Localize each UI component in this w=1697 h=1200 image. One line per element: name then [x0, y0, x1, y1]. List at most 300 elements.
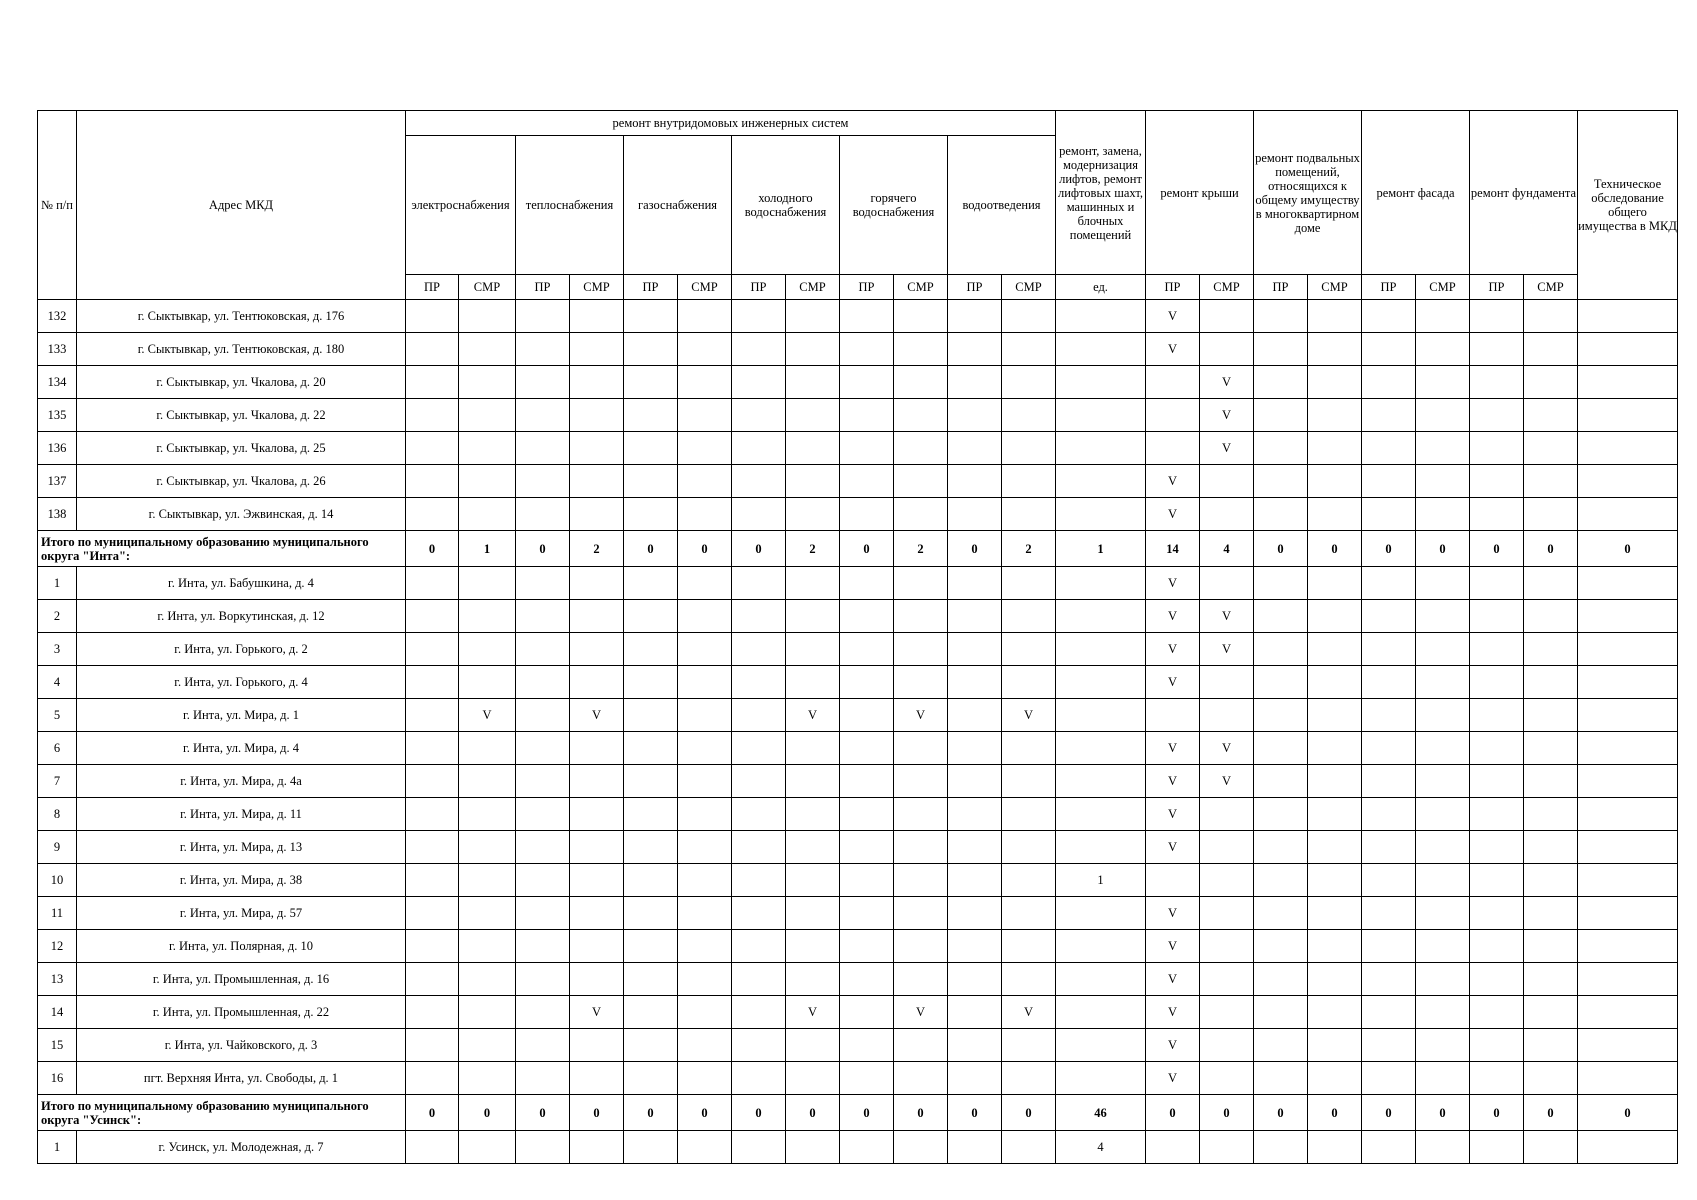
header-smr: СМР [1416, 275, 1470, 300]
subtotal-cell: 0 [1362, 531, 1416, 567]
subtotal-cell: 14 [1146, 531, 1200, 567]
row-cell [786, 399, 840, 432]
row-cell [1362, 963, 1416, 996]
row-cell [406, 432, 459, 465]
row-cell [1254, 930, 1308, 963]
row-cell: V [1146, 633, 1200, 666]
row-cell [732, 498, 786, 531]
row-number: 2 [38, 600, 77, 633]
row-cell: V [1200, 732, 1254, 765]
row-cell [1470, 1029, 1524, 1062]
row-cell [1362, 699, 1416, 732]
subtotal-cell: 0 [1524, 1095, 1578, 1131]
row-cell [406, 798, 459, 831]
row-cell [406, 600, 459, 633]
row-cell [516, 633, 570, 666]
row-cell [1524, 831, 1578, 864]
row-number: 14 [38, 996, 77, 1029]
row-cell [1254, 1062, 1308, 1095]
row-cell [624, 300, 678, 333]
row-cell [732, 864, 786, 897]
row-cell [894, 333, 948, 366]
row-cell [1416, 600, 1470, 633]
row-cell [678, 798, 732, 831]
subtotal-cell: 0 [1146, 1095, 1200, 1131]
row-cell [570, 333, 624, 366]
subtotal-cell: 0 [1308, 531, 1362, 567]
row-cell [786, 897, 840, 930]
table-row [38, 1131, 1678, 1164]
table-row [38, 765, 1678, 798]
row-cell [1002, 963, 1056, 996]
row-cell [570, 300, 624, 333]
header-pr: ПР [1254, 275, 1308, 300]
row-cell [1056, 1062, 1146, 1095]
row-cell [1470, 432, 1524, 465]
row-cell [786, 666, 840, 699]
row-number: 137 [38, 465, 77, 498]
row-cell [1362, 765, 1416, 798]
row-cell [1578, 300, 1678, 333]
subtotal-cell: 0 [406, 1095, 459, 1131]
row-cell [840, 798, 894, 831]
row-cell [624, 897, 678, 930]
row-cell: V [459, 699, 516, 732]
subtotal-cell: 4 [1200, 531, 1254, 567]
row-cell [1308, 699, 1362, 732]
row-cell [459, 930, 516, 963]
subtotal-row [38, 531, 1678, 567]
row-cell [1200, 831, 1254, 864]
row-cell [1056, 732, 1146, 765]
row-cell [1578, 465, 1678, 498]
row-cell [516, 798, 570, 831]
row-cell [1254, 600, 1308, 633]
row-cell [786, 831, 840, 864]
row-cell [1002, 1029, 1056, 1062]
row-cell [406, 996, 459, 1029]
row-cell [1308, 996, 1362, 1029]
row-cell [624, 399, 678, 432]
row-cell [678, 699, 732, 732]
row-cell [1056, 1029, 1146, 1062]
subtotal-cell: 0 [840, 1095, 894, 1131]
subtotal-cell: 0 [948, 531, 1002, 567]
header-pr: ПР [948, 275, 1002, 300]
row-cell [1308, 897, 1362, 930]
row-cell [1254, 498, 1308, 531]
row-cell [678, 1062, 732, 1095]
row-cell [786, 930, 840, 963]
row-cell [624, 1062, 678, 1095]
row-cell [624, 798, 678, 831]
row-cell: V [1146, 465, 1200, 498]
row-cell [1416, 1131, 1470, 1164]
row-cell [570, 633, 624, 666]
header-pr: ПР [624, 275, 678, 300]
row-cell [1308, 1131, 1362, 1164]
row-cell [406, 1062, 459, 1095]
row-cell [516, 333, 570, 366]
row-cell [786, 465, 840, 498]
row-cell [1362, 600, 1416, 633]
row-cell [840, 1131, 894, 1164]
row-cell [624, 963, 678, 996]
row-cell [1308, 567, 1362, 600]
row-address: г. Сыктывкар, ул. Чкалова, д. 25 [77, 432, 406, 465]
row-cell [678, 498, 732, 531]
row-cell: V [570, 699, 624, 732]
row-cell [1362, 366, 1416, 399]
row-cell: V [1200, 600, 1254, 633]
table-row [38, 699, 1678, 732]
row-address: г. Инта, ул. Мира, д. 57 [77, 897, 406, 930]
row-cell [1308, 333, 1362, 366]
row-address: г. Инта, ул. Мира, д. 11 [77, 798, 406, 831]
row-address: г. Инта, ул. Бабушкина, д. 4 [77, 567, 406, 600]
header-facade: ремонт фасада [1362, 111, 1470, 275]
row-cell [786, 732, 840, 765]
row-cell: V [1146, 1062, 1200, 1095]
row-cell [948, 831, 1002, 864]
row-cell [406, 666, 459, 699]
table-row [38, 1062, 1678, 1095]
row-address: г. Сыктывкар, ул. Тентюковская, д. 176 [77, 300, 406, 333]
row-cell [840, 600, 894, 633]
row-address: г. Инта, ул. Горького, д. 2 [77, 633, 406, 666]
table-body [38, 300, 1678, 1164]
row-cell [1578, 567, 1678, 600]
table-row [38, 963, 1678, 996]
row-cell [1002, 666, 1056, 699]
row-cell [1578, 366, 1678, 399]
row-address: г. Инта, ул. Полярная, д. 10 [77, 930, 406, 963]
row-cell [678, 996, 732, 1029]
header-pr: ПР [1146, 275, 1200, 300]
row-cell [1524, 465, 1578, 498]
row-cell [624, 633, 678, 666]
table-row [38, 930, 1678, 963]
row-cell [1524, 366, 1578, 399]
row-cell [1470, 333, 1524, 366]
row-cell [1200, 996, 1254, 1029]
row-cell [459, 1062, 516, 1095]
row-number: 11 [38, 897, 77, 930]
row-cell [1308, 831, 1362, 864]
header-roof: ремонт крыши [1146, 111, 1254, 275]
row-cell: V [1146, 567, 1200, 600]
row-cell [1200, 1062, 1254, 1095]
row-cell: V [1200, 633, 1254, 666]
row-cell [1416, 798, 1470, 831]
row-cell [1200, 699, 1254, 732]
row-cell [406, 633, 459, 666]
row-address: г. Инта, ул. Мира, д. 1 [77, 699, 406, 732]
row-cell [1362, 897, 1416, 930]
row-cell [732, 666, 786, 699]
row-cell [459, 498, 516, 531]
row-cell [1254, 963, 1308, 996]
row-cell [1416, 432, 1470, 465]
row-cell [894, 633, 948, 666]
row-cell [459, 765, 516, 798]
row-cell [1578, 498, 1678, 531]
row-cell [1254, 765, 1308, 798]
row-cell [570, 897, 624, 930]
row-cell [894, 366, 948, 399]
table-row [38, 864, 1678, 897]
row-cell [894, 666, 948, 699]
row-cell [1254, 300, 1308, 333]
row-cell: V [894, 996, 948, 1029]
header-sys-gas: газоснабжения [624, 136, 732, 275]
row-cell [1416, 498, 1470, 531]
subtotal-cell: 0 [1254, 531, 1308, 567]
row-cell [1056, 633, 1146, 666]
row-cell [1146, 432, 1200, 465]
row-cell [786, 366, 840, 399]
row-cell [516, 432, 570, 465]
row-cell [406, 930, 459, 963]
row-number: 4 [38, 666, 77, 699]
row-cell [948, 399, 1002, 432]
row-cell [459, 600, 516, 633]
row-cell [1416, 366, 1470, 399]
row-cell [1254, 831, 1308, 864]
row-cell [732, 732, 786, 765]
row-cell [1362, 732, 1416, 765]
row-cell [786, 567, 840, 600]
row-cell [678, 1131, 732, 1164]
row-cell [1056, 567, 1146, 600]
row-cell [948, 732, 1002, 765]
row-cell: V [1200, 432, 1254, 465]
row-cell [1524, 600, 1578, 633]
row-cell [1056, 399, 1146, 432]
row-cell [406, 333, 459, 366]
row-cell [1200, 465, 1254, 498]
subtotal-cell: 0 [459, 1095, 516, 1131]
row-address: г. Инта, ул. Горького, д. 4 [77, 666, 406, 699]
subtotal-cell: 46 [1056, 1095, 1146, 1131]
row-cell [732, 300, 786, 333]
subtotal-cell: 0 [516, 1095, 570, 1131]
row-cell [1308, 732, 1362, 765]
row-cell [1578, 600, 1678, 633]
table-row [38, 732, 1678, 765]
row-cell [948, 300, 1002, 333]
row-cell: V [1146, 930, 1200, 963]
row-cell [624, 732, 678, 765]
row-cell [459, 1131, 516, 1164]
row-number: 10 [38, 864, 77, 897]
row-cell [1524, 699, 1578, 732]
row-cell: V [1146, 732, 1200, 765]
row-number: 135 [38, 399, 77, 432]
row-cell [840, 333, 894, 366]
row-cell [1362, 798, 1416, 831]
row-cell [624, 465, 678, 498]
row-cell [1308, 432, 1362, 465]
row-cell [1470, 996, 1524, 1029]
row-cell [1416, 300, 1470, 333]
row-cell [1416, 1029, 1470, 1062]
row-cell: V [1002, 996, 1056, 1029]
row-cell [1308, 465, 1362, 498]
table-row [38, 666, 1678, 699]
subtotal-cell: 0 [1200, 1095, 1254, 1131]
row-cell [1362, 432, 1416, 465]
header-smr: СМР [1308, 275, 1362, 300]
row-cell [948, 864, 1002, 897]
row-cell: V [1002, 699, 1056, 732]
row-cell [570, 600, 624, 633]
row-cell: V [1146, 996, 1200, 1029]
row-cell [1200, 798, 1254, 831]
row-cell [1200, 333, 1254, 366]
row-cell [1254, 1029, 1308, 1062]
row-cell [459, 366, 516, 399]
row-cell [1002, 1131, 1056, 1164]
row-cell [786, 300, 840, 333]
row-address: пгт. Верхняя Инта, ул. Свободы, д. 1 [77, 1062, 406, 1095]
row-cell: V [1200, 366, 1254, 399]
row-cell [1254, 699, 1308, 732]
row-cell [1200, 1131, 1254, 1164]
row-cell [516, 963, 570, 996]
row-cell [1362, 1029, 1416, 1062]
row-cell [406, 699, 459, 732]
subtotal-cell: 0 [406, 531, 459, 567]
row-cell [786, 864, 840, 897]
row-cell [678, 666, 732, 699]
row-cell [1056, 699, 1146, 732]
row-cell [948, 432, 1002, 465]
row-cell [732, 699, 786, 732]
row-cell [1470, 633, 1524, 666]
row-cell [624, 666, 678, 699]
row-cell [1146, 864, 1200, 897]
row-cell [894, 600, 948, 633]
subtotal-cell: 0 [732, 1095, 786, 1131]
header-sys-hot-water: горячего водоснабжения [840, 136, 948, 275]
row-cell [516, 1131, 570, 1164]
row-cell [459, 465, 516, 498]
header-sys-cold-water: холодного водоснабжения [732, 136, 840, 275]
row-cell [840, 399, 894, 432]
row-cell [516, 765, 570, 798]
row-cell: V [1146, 765, 1200, 798]
row-cell: V [786, 996, 840, 1029]
subtotal-cell: 0 [1254, 1095, 1308, 1131]
row-cell [624, 1131, 678, 1164]
header-pr: ПР [516, 275, 570, 300]
row-cell [1416, 333, 1470, 366]
row-cell [732, 1062, 786, 1095]
row-cell [1524, 963, 1578, 996]
row-cell: V [1146, 600, 1200, 633]
row-cell [894, 1062, 948, 1095]
row-cell [1002, 498, 1056, 531]
row-cell [678, 1029, 732, 1062]
row-cell [1470, 864, 1524, 897]
row-cell [1416, 699, 1470, 732]
row-cell [1254, 567, 1308, 600]
row-cell [516, 300, 570, 333]
row-cell [948, 765, 1002, 798]
row-cell [1056, 666, 1146, 699]
row-cell [1308, 300, 1362, 333]
row-cell [516, 666, 570, 699]
row-cell [948, 333, 1002, 366]
row-cell [948, 1062, 1002, 1095]
row-cell [1308, 366, 1362, 399]
row-number: 8 [38, 798, 77, 831]
row-cell [1470, 498, 1524, 531]
row-cell [1416, 666, 1470, 699]
row-cell [406, 864, 459, 897]
row-cell [894, 897, 948, 930]
row-cell [624, 1029, 678, 1062]
subtotal-cell: 0 [1578, 531, 1678, 567]
row-cell [406, 963, 459, 996]
row-number: 12 [38, 930, 77, 963]
header-smr: СМР [786, 275, 840, 300]
row-cell [1200, 930, 1254, 963]
subtotal-row [38, 1095, 1678, 1131]
row-address: г. Инта, ул. Мира, д. 13 [77, 831, 406, 864]
row-address: г. Сыктывкар, ул. Чкалова, д. 20 [77, 366, 406, 399]
row-cell [1002, 732, 1056, 765]
row-cell [732, 1029, 786, 1062]
row-cell [1416, 864, 1470, 897]
row-cell [1524, 666, 1578, 699]
row-cell [786, 963, 840, 996]
subtotal-cell: 2 [786, 531, 840, 567]
row-cell: V [570, 996, 624, 1029]
row-cell [1308, 600, 1362, 633]
row-cell [570, 798, 624, 831]
row-cell [1002, 765, 1056, 798]
row-cell [732, 333, 786, 366]
header-inspection: Техническое обследование общего имущества в МКД [1578, 111, 1678, 300]
row-cell [1470, 765, 1524, 798]
row-cell [786, 1029, 840, 1062]
row-address: г. Сыктывкар, ул. Чкалова, д. 26 [77, 465, 406, 498]
table-row [38, 399, 1678, 432]
row-number: 136 [38, 432, 77, 465]
row-cell [459, 996, 516, 1029]
row-cell [948, 600, 1002, 633]
row-cell [840, 465, 894, 498]
row-cell [894, 432, 948, 465]
header-basement: ремонт подвальных помещений, относящихся к общему имуществу в многоквартирном доме [1254, 111, 1362, 275]
row-cell [1470, 666, 1524, 699]
row-cell [1362, 633, 1416, 666]
row-cell [1524, 996, 1578, 1029]
row-cell [1254, 666, 1308, 699]
row-cell [1578, 864, 1678, 897]
row-cell [406, 465, 459, 498]
row-cell [459, 666, 516, 699]
row-cell [1416, 963, 1470, 996]
row-cell [732, 897, 786, 930]
row-cell [732, 765, 786, 798]
row-cell [516, 897, 570, 930]
row-cell [1578, 798, 1678, 831]
row-cell [1254, 864, 1308, 897]
row-cell [1470, 897, 1524, 930]
